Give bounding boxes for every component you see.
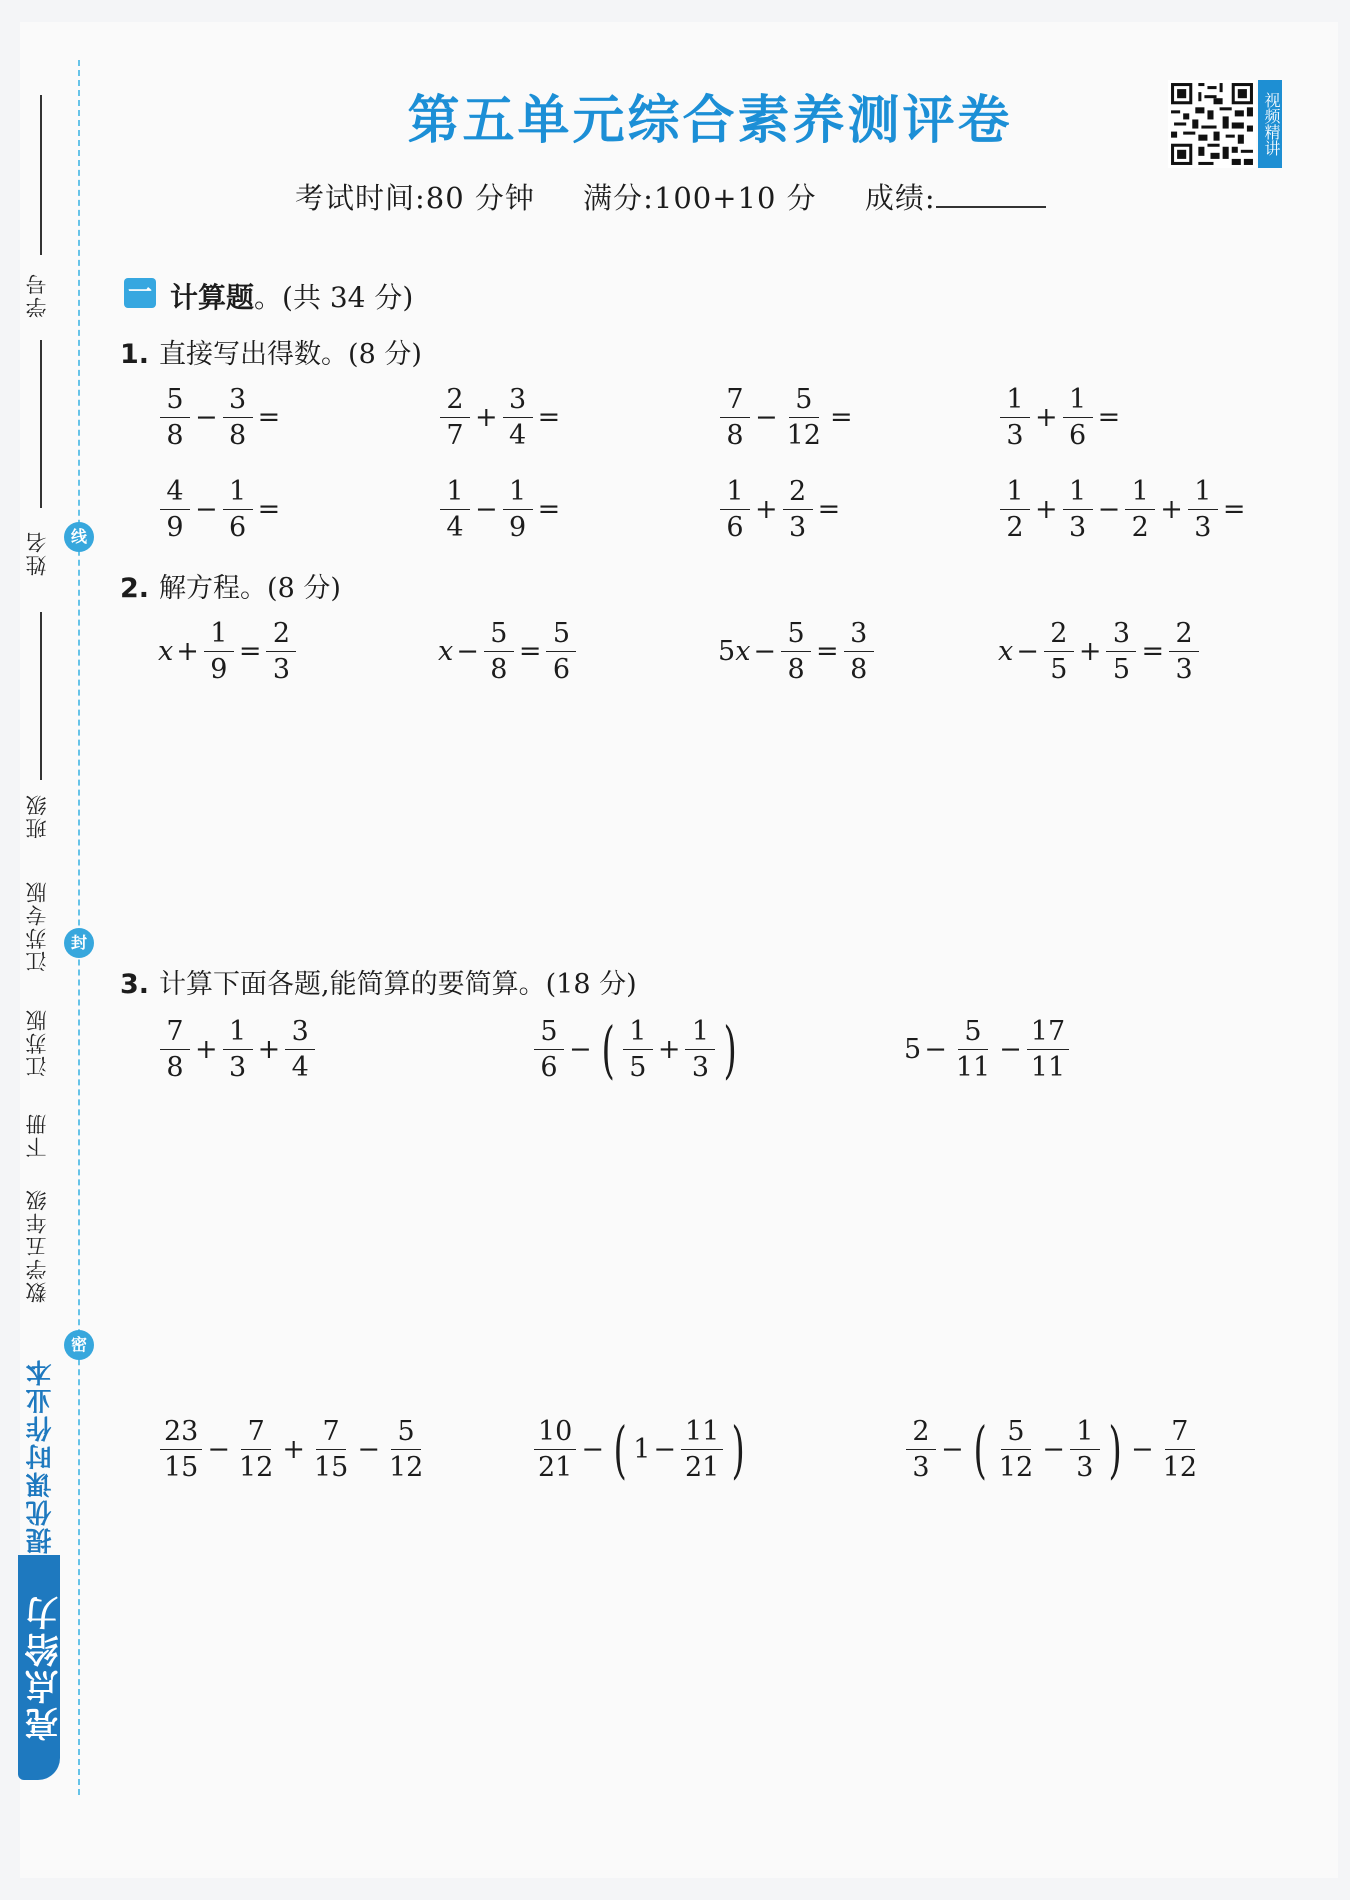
denominator: 3 [1069,512,1087,544]
operator: + [657,1034,681,1066]
grade-subject-label: 数学五年级 [25,1188,49,1303]
denominator: 5 [1050,654,1068,686]
score-blank[interactable] [936,182,1046,208]
numerator: 5 [546,618,576,652]
numerator: 1 [204,618,234,652]
denominator: 4 [291,1052,309,1084]
seal-marker: 封 [64,928,94,958]
fraction [503,476,533,543]
fraction [1063,476,1093,543]
operator: − [207,1434,230,1466]
fraction [266,618,296,685]
denominator: 2 [1131,512,1149,544]
question-number: 3. [120,969,150,1000]
fraction [223,384,253,451]
fraction [685,1016,715,1083]
denominator: 3 [912,1452,930,1484]
fraction [385,1416,427,1483]
denominator: 8 [726,420,744,452]
fraction [534,1016,564,1083]
fraction [720,476,750,543]
fraction [1027,1016,1069,1083]
numerator: 1 [1188,476,1218,510]
score-label: 成绩: [864,181,936,215]
numerator: 7 [720,384,750,418]
numerator: 3 [503,384,533,418]
q2-equation-2 [438,618,578,685]
fraction [160,476,190,543]
page-title: 第五单元综合素养测评卷 [407,91,1013,151]
fraction [160,384,190,451]
section-title: 计算题 [170,281,255,314]
numerator: 1 [685,1016,715,1050]
operator: − [357,1434,380,1466]
number: 5 [904,1034,922,1066]
seal-marker-2: 密 [64,1330,94,1360]
q1-expression-6 [438,476,563,543]
numerator: 1 [440,476,470,510]
q3-expression-1 [158,1016,317,1083]
numerator: 11 [681,1416,723,1450]
numerator: 1 [1000,476,1030,510]
numerator: 1 [1063,476,1093,510]
fraction [952,1016,994,1083]
operator: + [1078,636,1102,668]
operator: = [1141,636,1165,668]
operator: + [755,494,778,526]
operator: − [195,402,218,434]
operator: = [518,636,542,668]
operator: = [537,494,561,526]
exam-info [295,176,1084,217]
denominator: 8 [166,420,184,452]
denominator: 8 [229,420,247,452]
operator: + [195,1034,218,1066]
denominator: 11 [1030,1052,1066,1084]
fraction [783,476,813,543]
numerator: 5 [958,1016,988,1050]
denominator: 3 [1175,654,1193,686]
denominator: 12 [786,420,821,452]
numerator: 5 [160,384,190,418]
numerator: 1 [1070,1416,1100,1450]
fraction [1070,1416,1100,1483]
q1-expression-4 [998,384,1123,451]
fraction [440,384,470,451]
q1-expression-5 [158,476,283,543]
fraction [285,1016,315,1083]
numerator: 5 [534,1016,564,1050]
operator: = [537,402,561,434]
full-score: 满分:100+10 分 [583,181,817,215]
q2-equation-1 [158,618,298,685]
numerator: 5 [484,618,514,652]
numerator: 5 [391,1416,421,1450]
denominator: 12 [388,1452,424,1484]
denominator: 12 [238,1452,274,1484]
question-1 [120,332,422,371]
fraction [1000,476,1030,543]
numerator: 1 [223,476,253,510]
numerator: 2 [266,618,296,652]
student-id-label: 学号 [25,272,49,318]
denominator: 9 [166,512,184,544]
number: 5 [718,636,736,668]
numerator: 5 [781,618,811,652]
section-points: 。(共 34 分) [254,281,414,314]
q1-expression-8 [998,476,1249,543]
fraction [995,1416,1037,1483]
fraction [1106,618,1136,685]
operator: + [1160,494,1183,526]
question-text: 直接写出得数。(8 分) [159,339,422,370]
denominator: 3 [1006,420,1024,452]
denominator: 4 [509,420,527,452]
denominator: 3 [1076,1452,1094,1484]
denominator: 9 [210,654,228,686]
question-2 [120,566,341,605]
operator: = [257,402,281,434]
cut-line-marker: 线 [64,522,94,552]
operator: − [569,1034,592,1066]
question-number: 1. [120,339,150,370]
numerator: 2 [1044,618,1074,652]
fraction [1169,618,1199,685]
parenthesis: ) [731,1412,746,1486]
series-subtitle: 提优课时作业本 [26,1358,56,1554]
fraction [235,1416,277,1483]
parenthesis: ( [613,1412,627,1486]
numerator: 3 [1106,618,1136,652]
operator: = [257,494,281,526]
fraction [1044,618,1074,685]
fraction [720,384,750,451]
name-blank [40,340,42,508]
numerator: 3 [223,384,253,418]
numerator: 1 [1000,384,1030,418]
denominator: 11 [955,1052,991,1084]
q3-expression-2 [532,1012,744,1086]
operator: + [1035,402,1058,434]
operator: = [1097,402,1121,434]
volume-label: 下册 [25,1112,49,1158]
operator: − [1042,1434,1065,1466]
operator: − [1097,494,1121,526]
numerator: 7 [241,1416,271,1450]
fraction [503,384,533,451]
denominator: 6 [726,512,744,544]
operator: − [924,1034,947,1066]
fraction [844,618,874,685]
denominator: 6 [1069,420,1087,452]
fraction [160,1016,190,1083]
operator: = [238,636,262,668]
fraction [783,384,825,451]
fraction [160,1416,202,1483]
denominator: 7 [446,420,464,452]
operator: + [257,1034,281,1066]
fraction [681,1416,723,1483]
denominator: 6 [540,1052,558,1084]
fraction [223,1016,253,1083]
q3-expression-4 [158,1416,429,1483]
numerator: 1 [503,476,533,510]
exam-time: 考试时间:80 分钟 [295,181,535,215]
operator: = [1222,494,1246,526]
numerator: 17 [1027,1016,1069,1050]
numerator: 2 [440,384,470,418]
numerator: 3 [844,618,874,652]
parenthesis: ( [973,1412,987,1486]
fraction [546,618,576,685]
numerator: 1 [720,476,750,510]
denominator: 8 [787,654,805,686]
numerator: 2 [906,1416,936,1450]
fraction [534,1416,576,1483]
operator: − [581,1434,604,1466]
operator: = [829,402,853,434]
fraction [440,476,470,543]
numerator: 4 [160,476,190,510]
denominator: 5 [1112,654,1131,686]
denominator: 8 [850,654,868,686]
numerator: 5 [789,384,819,418]
parenthesis: ) [1108,1412,1122,1486]
numerator: 2 [1169,618,1199,652]
denominator: 8 [490,654,508,686]
edition-label: 江苏专版 [25,880,49,972]
fraction [623,1016,653,1083]
q2-equation-3 [718,618,876,685]
denominator: 15 [313,1452,349,1484]
denominator: 21 [685,1452,720,1484]
fraction [204,618,234,685]
denominator: 4 [446,512,464,544]
variable: x [735,636,751,668]
question-text: 计算下面各题,能简算的要简算。(18 分) [159,969,637,1000]
denominator: 8 [166,1052,184,1084]
numerator: 10 [534,1416,576,1450]
operator: = [816,636,839,668]
operator: − [941,1434,964,1466]
denominator: 3 [1194,512,1212,544]
numerator: 7 [1165,1416,1195,1450]
operator: − [456,636,479,668]
q3-expression-3 [904,1016,1071,1083]
denominator: 15 [164,1452,199,1484]
q3-expression-6 [904,1412,1203,1486]
section-heading [170,276,413,316]
qr-code-icon[interactable] [1168,80,1256,168]
operator: = [817,494,841,526]
fraction [223,476,253,543]
operator: − [753,636,777,668]
question-3 [120,962,637,1001]
numerator: 3 [285,1016,315,1050]
numerator: 7 [316,1416,346,1450]
variable: x [438,636,454,668]
denominator: 3 [272,654,291,686]
fraction [1125,476,1155,543]
brand-logo: 亮点给力 [25,1593,65,1742]
numerator: 1 [623,1016,653,1050]
variable: x [998,636,1014,668]
denominator: 3 [789,512,807,544]
class-blank [40,612,42,780]
numerator: 7 [160,1016,190,1050]
section-badge: 一 [124,278,156,308]
numerator: 5 [1001,1416,1031,1450]
numerator: 2 [783,476,813,510]
name-label: 姓名 [25,530,49,576]
fraction [1063,384,1093,451]
denominator: 21 [538,1452,573,1484]
fraction [906,1416,936,1483]
fraction [484,618,514,685]
operator: − [1131,1434,1154,1466]
denominator: 3 [691,1052,710,1084]
q1-expression-1 [158,384,283,451]
numerator: 1 [223,1016,253,1050]
operator: − [475,494,498,526]
fraction [1159,1416,1201,1483]
number: 1 [633,1434,651,1466]
operator: − [653,1434,676,1466]
fraction [1000,384,1030,451]
numerator: 23 [160,1416,202,1450]
denominator: 9 [509,512,527,544]
book-edition-label: 江苏版 [25,1008,49,1077]
q3-expression-5 [532,1412,752,1486]
question-number: 2. [120,573,150,604]
operator: − [755,402,778,434]
denominator: 6 [229,512,247,544]
class-label: 班级 [25,793,49,839]
denominator: 6 [552,654,571,686]
denominator: 12 [1162,1452,1197,1484]
operator: − [999,1034,1022,1066]
fraction [1188,476,1218,543]
numerator: 1 [1063,384,1093,418]
denominator: 3 [229,1052,247,1084]
numerator: 1 [1125,476,1155,510]
operator: + [176,636,199,668]
fraction [781,618,811,685]
video-tag: 视频精讲 [1258,80,1282,168]
operator: − [1016,636,1039,668]
parenthesis: ( [601,1012,615,1086]
operator: + [282,1434,305,1466]
q1-expression-3 [718,384,856,451]
fraction [310,1416,352,1483]
variable: x [158,636,174,668]
q1-expression-2 [438,384,563,451]
operator: − [195,494,218,526]
operator: + [1035,494,1058,526]
denominator: 5 [629,1052,647,1084]
question-text: 解方程。(8 分) [159,573,341,604]
q1-expression-7 [718,476,843,543]
denominator: 12 [998,1452,1034,1484]
q2-equation-4 [998,618,1201,685]
operator: + [475,402,498,434]
parenthesis: ) [723,1012,738,1086]
denominator: 2 [1006,512,1024,544]
